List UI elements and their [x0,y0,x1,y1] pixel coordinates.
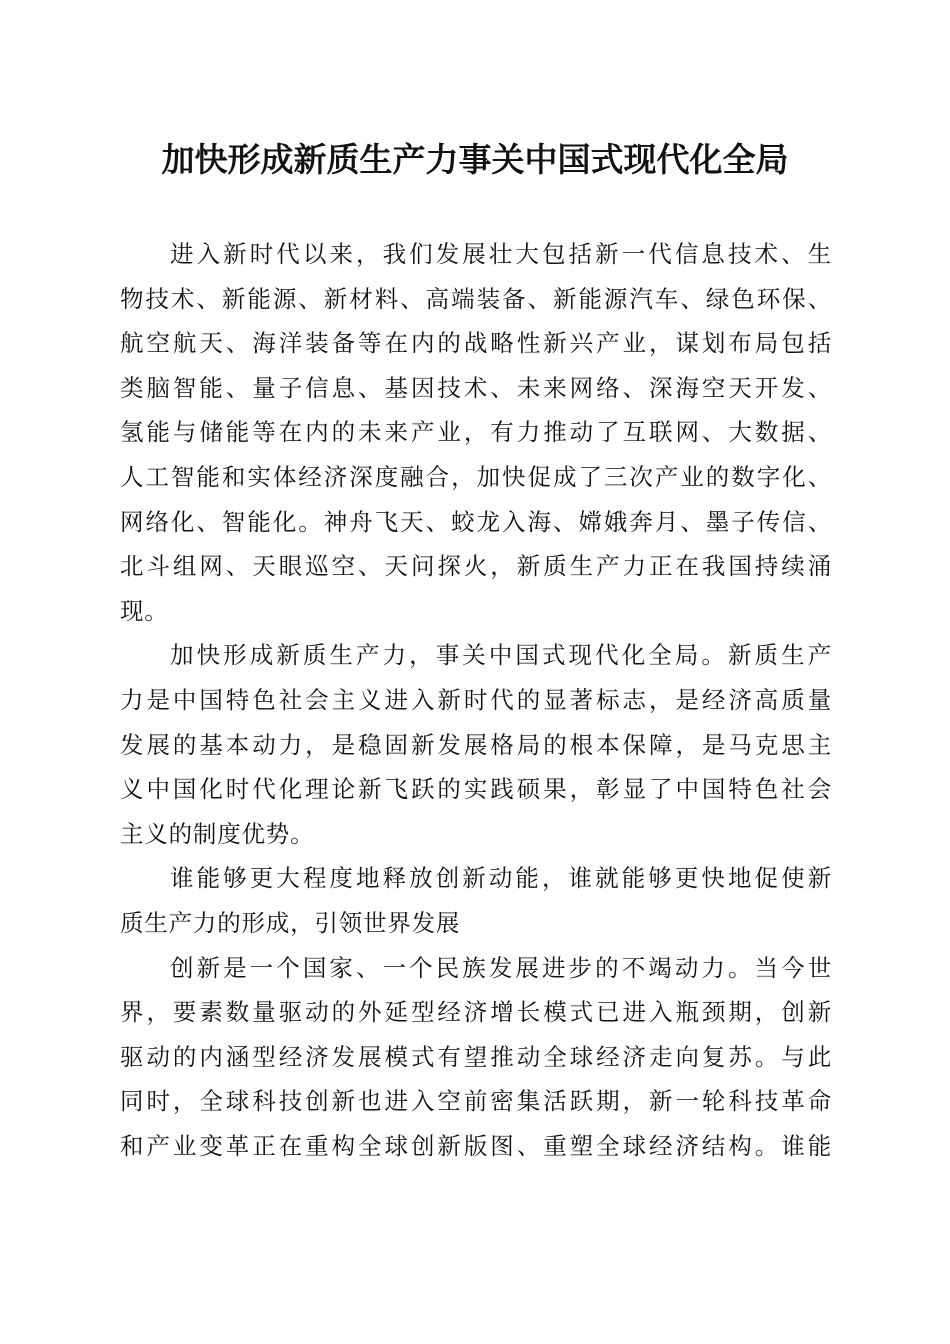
text-line: 创新是一个国家、一个民族发展进步的不竭动力。当今世 [170,953,832,982]
text-line: 现。 [120,596,169,625]
text-line: 和产业变革正在重构全球创新版图、重塑全球经济结构。谁能 [120,1131,832,1160]
text-line: 网络化、智能化。神舟飞天、蛟龙入海、嫦娥奔月、墨子传信、 [120,507,832,536]
text-line: 进入新时代以来，我们发展壮大包括新一代信息技术、生 [170,240,832,268]
text-line: 同时，全球科技创新也进入空前密集活跃期，新一轮科技革命 [120,1087,832,1116]
text-line: 谁能够更大程度地释放创新动能，谁就能够更快地促使新 [170,864,832,893]
text-line: 物技术、新能源、新材料、高端装备、新能源汽车、绿色环保、 [120,284,832,313]
document-title: 加快形成新质生产力事关中国式现代化全局 [161,140,789,179]
text-line: 主义的制度优势。 [120,819,315,848]
text-line: 界，要素数量驱动的外延型经济增长模式已进入瓶颈期，创新 [120,998,832,1027]
text-line: 类脑智能、量子信息、基因技术、未来网络、深海空天开发、 [120,373,832,402]
text-line: 发展的基本动力，是稳固新发展格局的根本保障，是马克思主 [120,730,832,759]
text-line: 北斗组网、天眼巡空、天问探火，新质生产力正在我国持续涌 [120,552,832,581]
text-line: 质生产力的形成，引领世界发展 [120,908,461,937]
text-line: 航空航天、海洋装备等在内的战略性新兴产业，谋划布局包括 [120,329,832,358]
text-line: 驱动的内涵型经济发展模式有望推动全球经济走向复苏。与此 [120,1042,832,1071]
text-line: 氢能与储能等在内的未来产业，有力推动了互联网、大数据、 [120,418,832,447]
text-line: 义中国化时代化理论新飞跃的实践硕果，彰显了中国特色社会 [120,775,832,804]
text-line: 人工智能和实体经济深度融合，加快促成了三次产业的数字化、 [120,462,832,491]
document-body [120,232,832,1168]
text-line: 力是中国特色社会主义进入新时代的显著标志，是经济高质量 [120,685,832,714]
text-line: 加快形成新质生产力，事关中国式现代化全局。新质生产 [170,641,832,670]
